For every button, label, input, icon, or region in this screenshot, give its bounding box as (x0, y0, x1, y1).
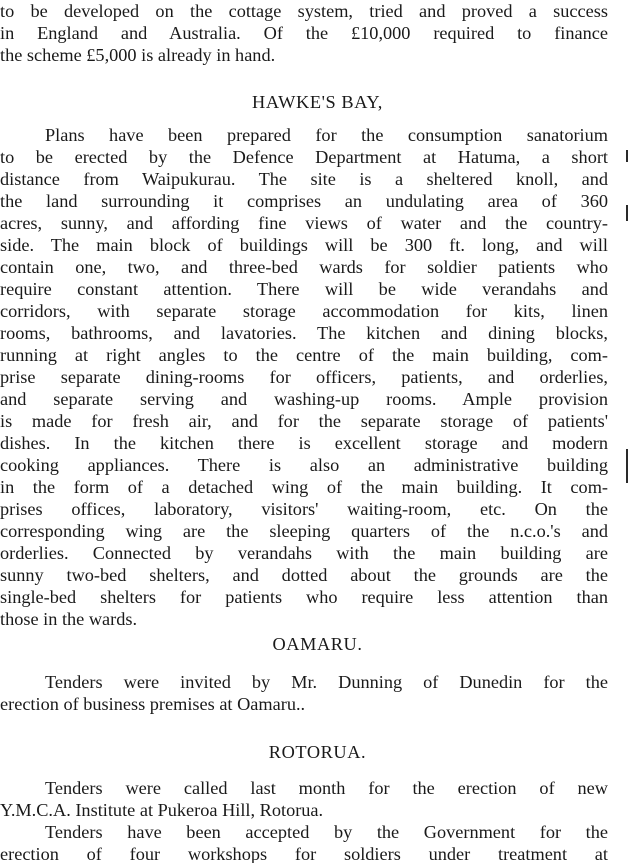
section-heading-hawkes-bay: HAWKE'S BAY, (252, 92, 383, 112)
paragraph-line: orderlies. Connected by verandahs with the main building are (0, 543, 608, 563)
paragraph-line: Plans have been prepared for the consumption sanatorium (45, 125, 608, 145)
column-edge-mark (626, 150, 628, 162)
paragraph-line: single-bed shelters for patients who require less attention than (0, 587, 608, 607)
paragraph-line: and separate serving and washing-up rooms. Ample provision (0, 389, 608, 409)
intro-line: the scheme £5,000 is already in hand. (0, 45, 276, 65)
paragraph-line: corresponding wing are the sleeping quarters of the n.c.o.'s and (0, 521, 608, 541)
paragraph-line: sunny two-bed shelters, and dotted about the grounds are the (0, 565, 608, 585)
paragraph-line: dishes. In the kitchen there is excellent storage and modern (0, 433, 608, 453)
paragraph-line: Tenders have been accepted by the Government for the (45, 822, 608, 842)
paragraph-line: cooking appliances. There is also an administrative building (0, 455, 608, 475)
paragraph-line: distance from Waipukurau. The site is a sheltered knoll, and (0, 169, 608, 189)
paragraph-line: the land surrounding it comprises an undulating area of 360 (0, 191, 608, 211)
paragraph-line: prise separate dining-rooms for officers, patients, and orderlies, (0, 367, 608, 387)
paragraph-line: Y.M.C.A. Institute at Pukeroa Hill, Rotorua. (0, 800, 324, 820)
section-heading-oamaru: OAMARU. (272, 634, 363, 654)
section-heading-rotorua: ROTORUA. (268, 742, 367, 762)
paragraph-line: running at right angles to the centre of the main building, com- (0, 345, 608, 365)
paragraph-line: rooms, bathrooms, and lavatories. The kitchen and dining blocks, (0, 323, 608, 343)
paragraph-line: corridors, with separate storage accommodation for kits, linen (0, 301, 608, 321)
column-edge-mark (626, 205, 628, 221)
column-edge-mark (626, 449, 628, 483)
paragraph-line: contain one, two, and three-bed wards for soldier patients who (0, 257, 608, 277)
paragraph-line: those in the wards. (0, 609, 138, 629)
paragraph-line: Tenders were called last month for the erection of new (45, 778, 608, 798)
paragraph-line: erection of business premises at Oamaru.. (0, 694, 306, 714)
intro-line: in England and Australia. Of the £10,000 required to finance (0, 23, 608, 43)
paragraph-line: acres, sunny, and affording fine views of water and the country- (0, 213, 608, 233)
intro-line: to be developed on the cottage system, tried and proved a success (0, 1, 608, 21)
paragraph-line: prises offices, laboratory, visitors' waiting-room, etc. On the (0, 499, 608, 519)
paragraph-line: require constant attention. There will be wide verandahs and (0, 279, 608, 299)
paragraph-line: in the form of a detached wing of the main building. It com- (0, 477, 608, 497)
paragraph-line: side. The main block of buildings will be 300 ft. long, and will (0, 235, 608, 255)
paragraph-line: to be erected by the Defence Department at Hatuma, a short (0, 147, 608, 167)
paragraph-line: is made for fresh air, and for the separate storage of patients' (0, 411, 608, 431)
paragraph-line: Tenders were invited by Mr. Dunning of Dunedin for the (45, 672, 608, 692)
paragraph-line: erection of four workshops for soldiers under treatment at (0, 844, 608, 863)
